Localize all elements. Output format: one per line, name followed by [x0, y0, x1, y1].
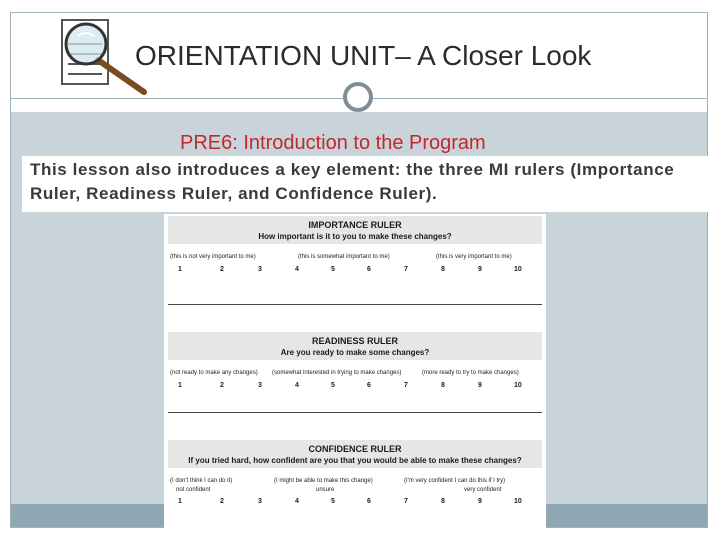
- confidence-anchors: [168, 478, 542, 498]
- scale-number: 10: [514, 382, 522, 389]
- scale-number: 4: [295, 266, 299, 273]
- importance-ruler-header: [168, 216, 542, 244]
- section-subtitle: PRE6: Introduction to the Program: [180, 132, 486, 154]
- scale-number: 10: [514, 266, 522, 273]
- scale-number: 4: [295, 498, 299, 505]
- scale-number: 4: [295, 382, 299, 389]
- confidence-ruler-question: If you tried hard, how confident are you that you would be able to make these changes?: [188, 456, 522, 465]
- importance-divider: [168, 304, 542, 305]
- readiness-ruler-header: [168, 332, 542, 360]
- confidence-anchor-high-label: very confident: [464, 487, 502, 493]
- confidence-anchor-high: (I'm very confident I can do this if I try): [404, 478, 506, 484]
- circle-ornament: [343, 82, 373, 112]
- scale-number: 6: [367, 498, 371, 505]
- page-title: ORIENTATION UNIT– A Closer Look: [135, 40, 592, 71]
- readiness-divider: [168, 412, 542, 413]
- scale-number: 8: [441, 266, 445, 273]
- scale-number: 7: [404, 382, 408, 389]
- scale-number: 7: [404, 266, 408, 273]
- scale-number: 1: [178, 498, 182, 505]
- readiness-anchor-high: (more ready to try to make changes): [422, 370, 519, 376]
- intro-line-1: This lesson also introduces a key element: the three MI rulers (Importance: [30, 160, 675, 179]
- scale-number: 9: [478, 382, 482, 389]
- scale-number: 5: [331, 382, 335, 389]
- scale-number: 3: [258, 498, 262, 505]
- importance-anchor-mid: (this is somewhat important to me): [298, 254, 390, 260]
- confidence-anchor-low: (I don't think I can do it): [170, 478, 233, 484]
- scale-number: 3: [258, 266, 262, 273]
- importance-ruler-title: IMPORTANCE RULER: [308, 220, 402, 230]
- importance-ruler: [168, 216, 542, 278]
- confidence-ruler-title: CONFIDENCE RULER: [308, 444, 402, 454]
- readiness-anchors: [168, 370, 542, 382]
- scale-number: 8: [441, 382, 445, 389]
- intro-line-2: Ruler, Readiness Ruler, and Confidence Ruler).: [30, 184, 438, 203]
- readiness-scale: [168, 382, 542, 394]
- readiness-ruler: [168, 332, 542, 394]
- scale-number: 9: [478, 266, 482, 273]
- scale-number: 2: [220, 382, 224, 389]
- importance-anchor-high: (this is very important to me): [436, 254, 512, 260]
- importance-anchor-low: (this is not very important to me): [170, 254, 256, 260]
- intro-text-box: [22, 156, 708, 212]
- confidence-anchor-mid: (I might be able to make this change): [274, 478, 373, 484]
- confidence-ruler-header: [168, 440, 542, 468]
- readiness-ruler-question: Are you ready to make some changes?: [280, 348, 430, 357]
- scale-number: 5: [331, 266, 335, 273]
- confidence-ruler: [168, 440, 542, 510]
- scale-number: 6: [367, 382, 371, 389]
- scale-number: 5: [331, 498, 335, 505]
- scale-number: 2: [220, 498, 224, 505]
- scale-number: 8: [441, 498, 445, 505]
- confidence-anchor-low-label: not confident: [176, 487, 211, 493]
- scale-number: 3: [258, 382, 262, 389]
- scale-number: 6: [367, 266, 371, 273]
- scale-number: 9: [478, 498, 482, 505]
- readiness-anchor-mid: (somewhat interested in trying to make changes): [272, 370, 402, 376]
- scale-number: 1: [178, 266, 182, 273]
- scale-number: 10: [514, 498, 522, 505]
- mi-rulers-image: [164, 214, 546, 536]
- scale-number: 7: [404, 498, 408, 505]
- importance-ruler-question: How important is it to you to make these changes?: [258, 232, 452, 241]
- scale-number: 1: [178, 382, 182, 389]
- confidence-scale: [168, 498, 542, 510]
- importance-scale: [168, 266, 542, 278]
- confidence-anchor-mid-label: unsure: [316, 487, 335, 493]
- readiness-ruler-title: READINESS RULER: [311, 336, 398, 346]
- importance-anchors: [168, 254, 542, 266]
- scale-number: 2: [220, 266, 224, 273]
- readiness-anchor-low: (not ready to make any changes): [170, 370, 258, 376]
